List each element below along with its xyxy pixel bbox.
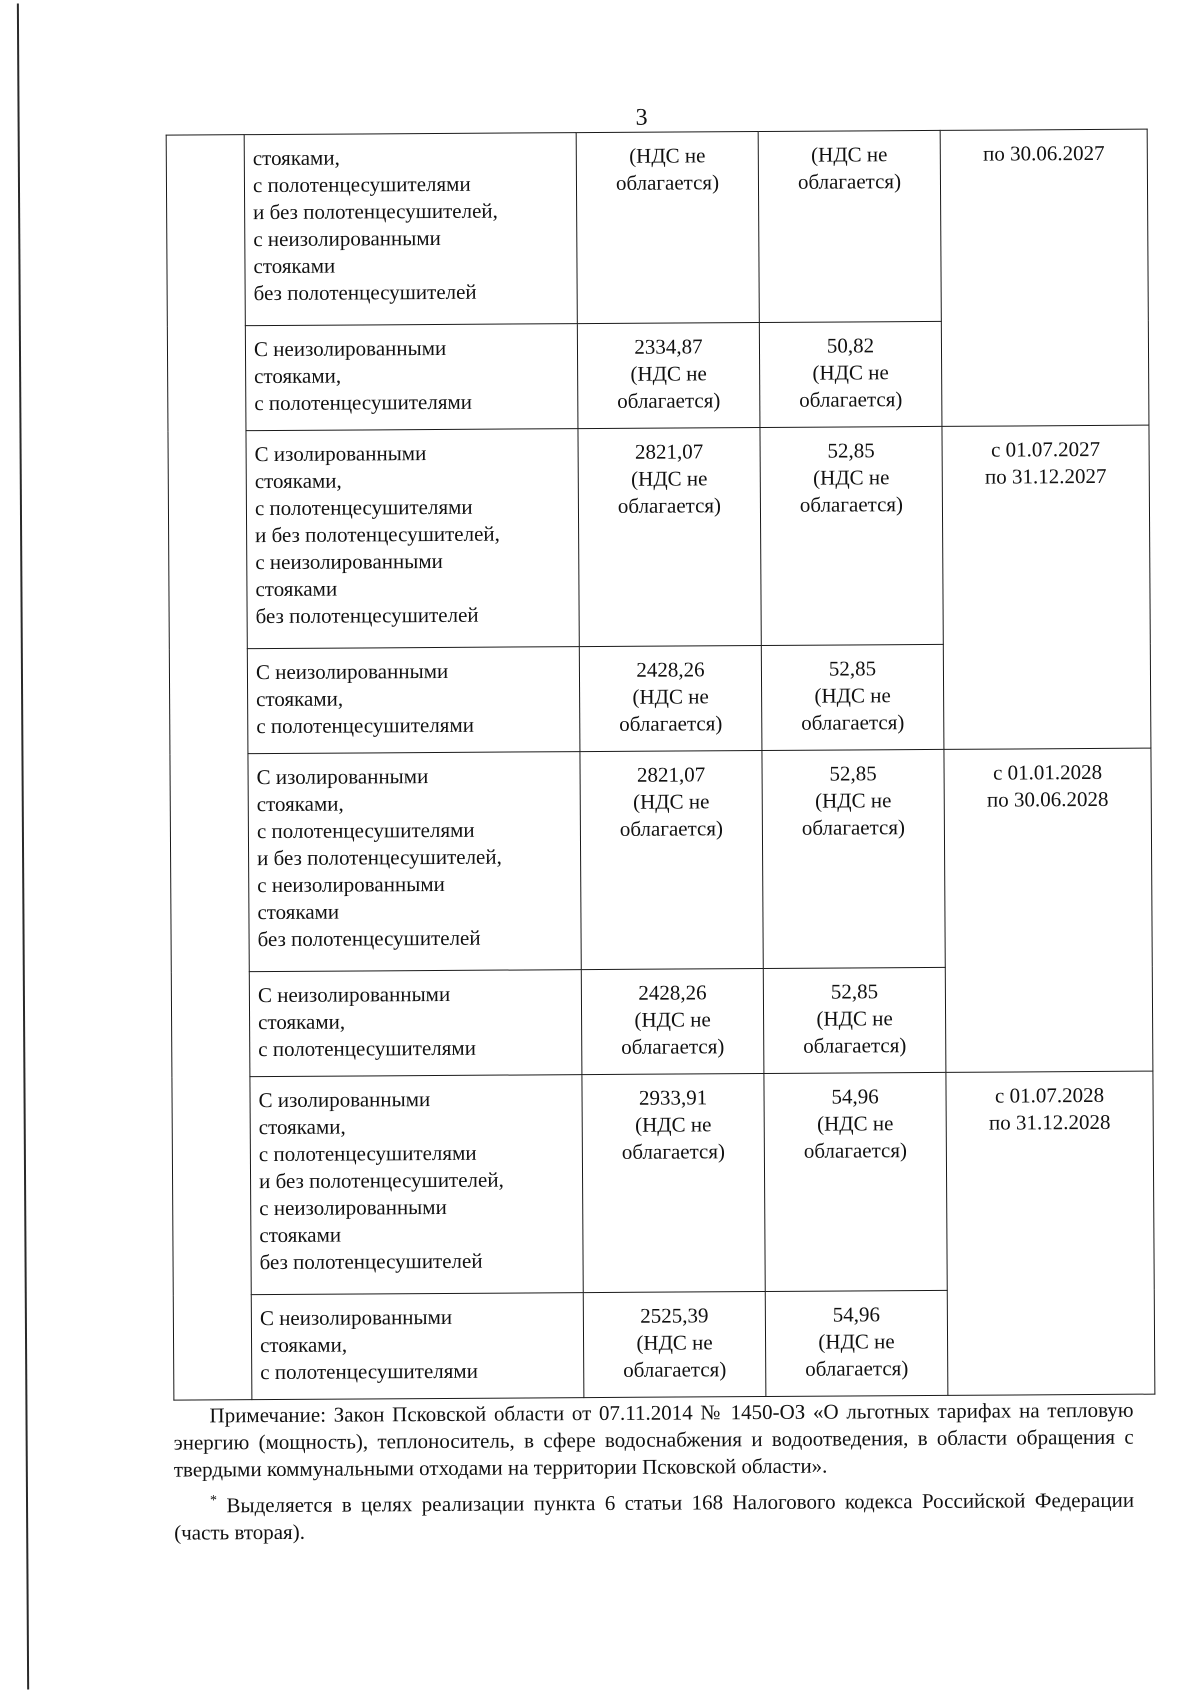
description-line: с неизолированными [257,871,445,898]
vat-note: (НДС не [816,1111,894,1136]
scan-border-line [17,4,29,1690]
vat-note: (НДС не [815,788,892,813]
vat-note: (НДС не [630,361,707,386]
footnotes [173,1397,1134,1551]
vat-note: (НДС не [631,466,708,491]
description-line: стояками, [256,686,344,712]
description-line: С изолированными [256,764,429,790]
period-cell [940,129,1149,426]
tariff-value-cell [581,969,764,1075]
vat-note: облагается) [619,711,723,736]
description-cell [247,647,580,754]
description-line: без полотенцесушителей [259,1248,483,1275]
page-number: 3 [635,104,648,131]
tariff-value: 52,85 [827,438,875,463]
description-line: без полотенцесушителей [257,925,481,952]
description-line: с неизолированными [253,225,441,252]
vat-note: (НДС не [812,360,889,385]
description-line: с полотенцесушителями [256,712,475,739]
tariff-value-cell [762,749,945,968]
vat-note: облагается) [797,169,902,194]
tariff-value: 2933,91 [638,1085,708,1110]
period-line: по 30.06.2028 [986,786,1109,812]
tariff-value-cell [765,1290,948,1396]
description-line: стояками, [258,1009,346,1035]
table-row [170,748,1152,972]
tariff-value: 2821,07 [636,762,706,787]
vat-note: облагается) [621,1034,725,1059]
tariff-value: 54,96 [832,1302,881,1327]
description-line: стояками [259,1222,342,1248]
period-line: по 31.12.2027 [984,463,1107,489]
vat-note: (НДС не [816,1006,893,1031]
description-line: без полотенцесушителей [253,279,477,306]
tariff-table [166,129,1156,1401]
description-line: с полотенцесушителями [258,1140,477,1167]
description-line: С неизолированными [253,335,447,362]
description-line: стояками, [254,363,342,389]
description-cell [248,752,581,972]
vat-note: (НДС не [811,142,888,167]
vat-note: (НДС не [818,1329,895,1354]
vat-note: облагается) [803,1138,908,1163]
tariff-value-cell [759,321,942,427]
description-line: с полотенцесушителями [252,171,471,198]
vat-note: облагается) [801,815,906,840]
vat-note: облагается) [799,492,904,517]
description-cell [250,1075,583,1295]
vat-note: (НДС не [632,684,709,709]
note-paragraph: Примечание: Закон Псковской области от 07.11.2014 № 1450-ОЗ «О льготных тарифах на тепловую энергию (мощность), теплоноситель, в сфере водоснабжения и водоотведения, в области обращения с твердыми коммунальными отходами на территории Псковской области». [173,1397,1134,1482]
description-line: С неизолированными [259,1304,453,1331]
description-line: стояками [257,899,340,925]
tariff-value: 2334,87 [634,334,703,359]
vat-note: (НДС не [634,1112,712,1137]
vat-note: (НДС не [633,789,710,814]
tariff-value: 2525,39 [640,1303,709,1328]
description-line: с полотенцесушителями [256,817,475,844]
period-cell [942,425,1151,749]
vat-note: облагается) [801,710,905,735]
description-line: с неизолированными [255,548,443,575]
tariff-value: 52,85 [828,656,877,681]
vat-note: облагается) [799,387,903,412]
period-line: с 01.07.2028 [994,1082,1105,1108]
vat-note: (НДС не [814,683,891,708]
tariff-value-cell [764,1072,947,1291]
description-line: стояками [255,576,338,602]
description-line: С изолированными [258,1087,431,1113]
vat-note: облагается) [617,388,721,413]
tariff-value-cell [582,1074,765,1293]
table-row [168,425,1150,649]
description-line: с полотенцесушителями [254,494,473,521]
vat-note: (НДС не [629,143,706,168]
period-line: с 01.01.2028 [992,759,1103,785]
description-line: стояками, [254,468,342,494]
description-cell [244,133,577,326]
description-line: с полотенцесушителями [258,1035,476,1062]
description-line: без полотенцесушителей [255,602,479,629]
vat-note: (НДС не [636,1330,713,1355]
tariff-value: 2428,26 [638,980,707,1005]
description-line: С неизолированными [257,981,451,1008]
vat-note: облагается) [615,170,720,195]
description-line: с полотенцесушителями [260,1358,478,1385]
description-line: С изолированными [254,441,427,467]
vat-note: облагается) [803,1033,907,1058]
description-line: стояками, [259,1332,348,1358]
description-line: и без полотенцесушителей, [258,1167,504,1194]
description-line: стояками [253,253,336,279]
period-line: по 31.12.2028 [988,1109,1111,1135]
description-cell [249,970,582,1077]
description-line: стояками, [252,145,340,171]
table-row [172,1071,1154,1295]
tariff-value: 2821,07 [634,439,704,464]
description-line: стояками, [258,1114,346,1140]
vat-note: облагается) [623,1357,727,1382]
tariff-value: 52,85 [829,761,877,786]
tariff-value-cell [579,646,762,752]
description-line: и без полотенцесушителей, [255,521,500,548]
tariff-value-cell [763,967,946,1073]
description-line: и без полотенцесушителей, [253,198,498,225]
description-line: С неизолированными [255,658,449,685]
tariff-value-cell [760,426,943,645]
tariff-value-cell [578,428,761,647]
vat-footnote-text: Выделяется в целях реализации пункта 6 статьи 168 Налогового кодекса Российской Федерации (часть вторая). [174,1487,1135,1545]
description-line: и без полотенцесушителей, [257,844,502,871]
tariff-value: 52,85 [830,979,879,1004]
tariff-value-cell [577,323,760,429]
tariff-value-cell [758,130,941,322]
tariff-value-cell [576,132,759,324]
table-row [166,129,1148,326]
description-cell [245,324,578,431]
description-cell [246,429,579,649]
vat-note: (НДС не [634,1007,711,1032]
description-cell [251,1293,584,1400]
vat-note: облагается) [619,816,724,841]
tariff-value: 54,96 [831,1084,879,1109]
description-line: стояками, [256,791,344,817]
period-cell [944,748,1153,1072]
period-cell [946,1071,1155,1395]
row-number-cell [166,135,252,1400]
description-line: с полотенцесушителями [254,389,473,416]
tariff-value-cell [583,1291,766,1397]
vat-note: (НДС не [813,465,890,490]
period-line: с 01.07.2027 [990,436,1101,462]
vat-footnote-paragraph [174,1482,1134,1547]
tariff-value: 2428,26 [636,657,705,682]
vat-note: облагается) [805,1356,909,1381]
description-line: с неизолированными [259,1194,447,1221]
vat-note: облагается) [617,493,722,518]
tariff-value-cell [761,644,944,750]
footnote-star: * [209,1493,218,1509]
tariff-value-cell [580,751,763,970]
tariff-value: 50,82 [826,333,875,358]
period-line: по 30.06.2027 [982,140,1105,166]
vat-note: облагается) [621,1139,726,1164]
